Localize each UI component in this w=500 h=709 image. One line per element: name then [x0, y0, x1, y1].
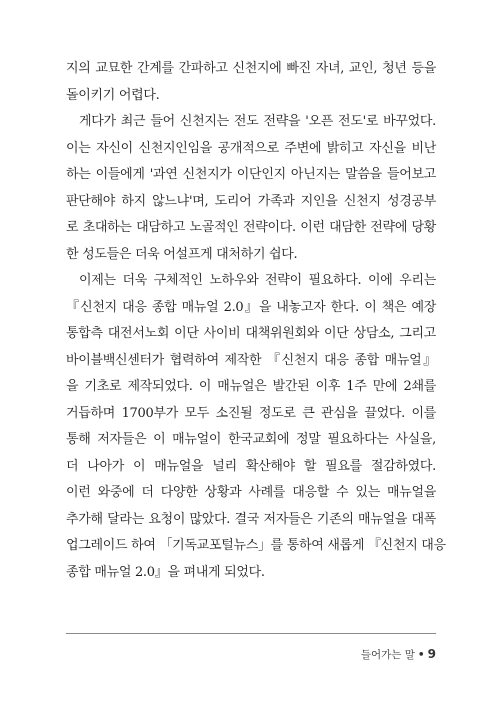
body-line: 이는 자신이 신천지인임을 공개적으로 주변에 밝히고 자신을 비난 — [66, 140, 436, 156]
page-number: 9 — [427, 647, 436, 661]
bullet-separator: • — [417, 649, 425, 661]
body-line: 을 기초로 제작되었다. 이 매뉴얼은 발간된 이후 1주 만에 2쇄를 — [66, 379, 436, 394]
body-text — [66, 56, 446, 586]
body-line: 지의 교묘한 간계를 간파하고 신천지에 빠진 자녀, 교인, 청년 등을 — [66, 61, 436, 76]
body-line: 판단해야 하지 않느냐'며, 도리어 가족과 지인을 신천지 성경공부 — [66, 193, 436, 209]
body-line: 더 나아가 이 매뉴얼을 널리 확산해야 할 필요를 절감하였다. — [66, 458, 436, 474]
body-line: 『신천지 대응 종합 매뉴얼 2.0』을 내놓고자 한다. 이 책은 예장 — [66, 299, 436, 315]
running-section-title: 들어가는 말 — [360, 649, 415, 661]
body-line: 종합 매뉴얼 2.0』을 펴내게 되었다. — [66, 564, 265, 580]
footer-divider — [66, 633, 436, 634]
body-line: 이제는 더욱 구체적인 노하우와 전략이 필요하다. 이에 우리는 — [79, 273, 436, 288]
body-line: 추가해 달라는 요청이 많았다. 결국 저자들은 기존의 매뉴얼을 대폭 — [66, 511, 436, 527]
body-line: 업그레이드 하여 「기독교포털뉴스」를 통하여 새롭게 『신천지 대응 — [66, 538, 446, 553]
body-line: 돌이키기 어렵다. — [66, 87, 160, 103]
body-line: 통합측 대전서노회 이단 사이비 대책위원회와 이단 상담소, 그리고 — [66, 326, 436, 341]
body-line: 하는 이들에게 '과연 신천지가 이단인지 아닌지는 말씀을 들어보고 — [66, 167, 436, 182]
body-line: 통해 저자들은 이 매뉴얼이 한국교회에 정말 필요하다는 사실을, — [66, 432, 436, 447]
body-line: 로 초대하는 대담하고 노골적인 전략이다. 이런 대담한 전략에 당황 — [66, 220, 436, 235]
page-footer — [361, 647, 436, 662]
body-line: 한 성도들은 더욱 어설프게 대처하기 쉽다. — [66, 246, 298, 262]
body-line: 게다가 최근 들어 신천지는 전도 전략을 '오픈 전도'로 바꾸었다. — [79, 114, 436, 129]
body-line: 거듭하며 1700부가 모두 소진될 정도로 큰 관심을 끌었다. 이를 — [66, 405, 436, 421]
body-line: 이런 와중에 더 다양한 상황과 사례를 대응할 수 있는 매뉴얼을 — [66, 485, 436, 500]
body-line: 바이블백신센터가 협력하여 제작한 『신천지 대응 종합 매뉴얼』 — [66, 352, 436, 368]
